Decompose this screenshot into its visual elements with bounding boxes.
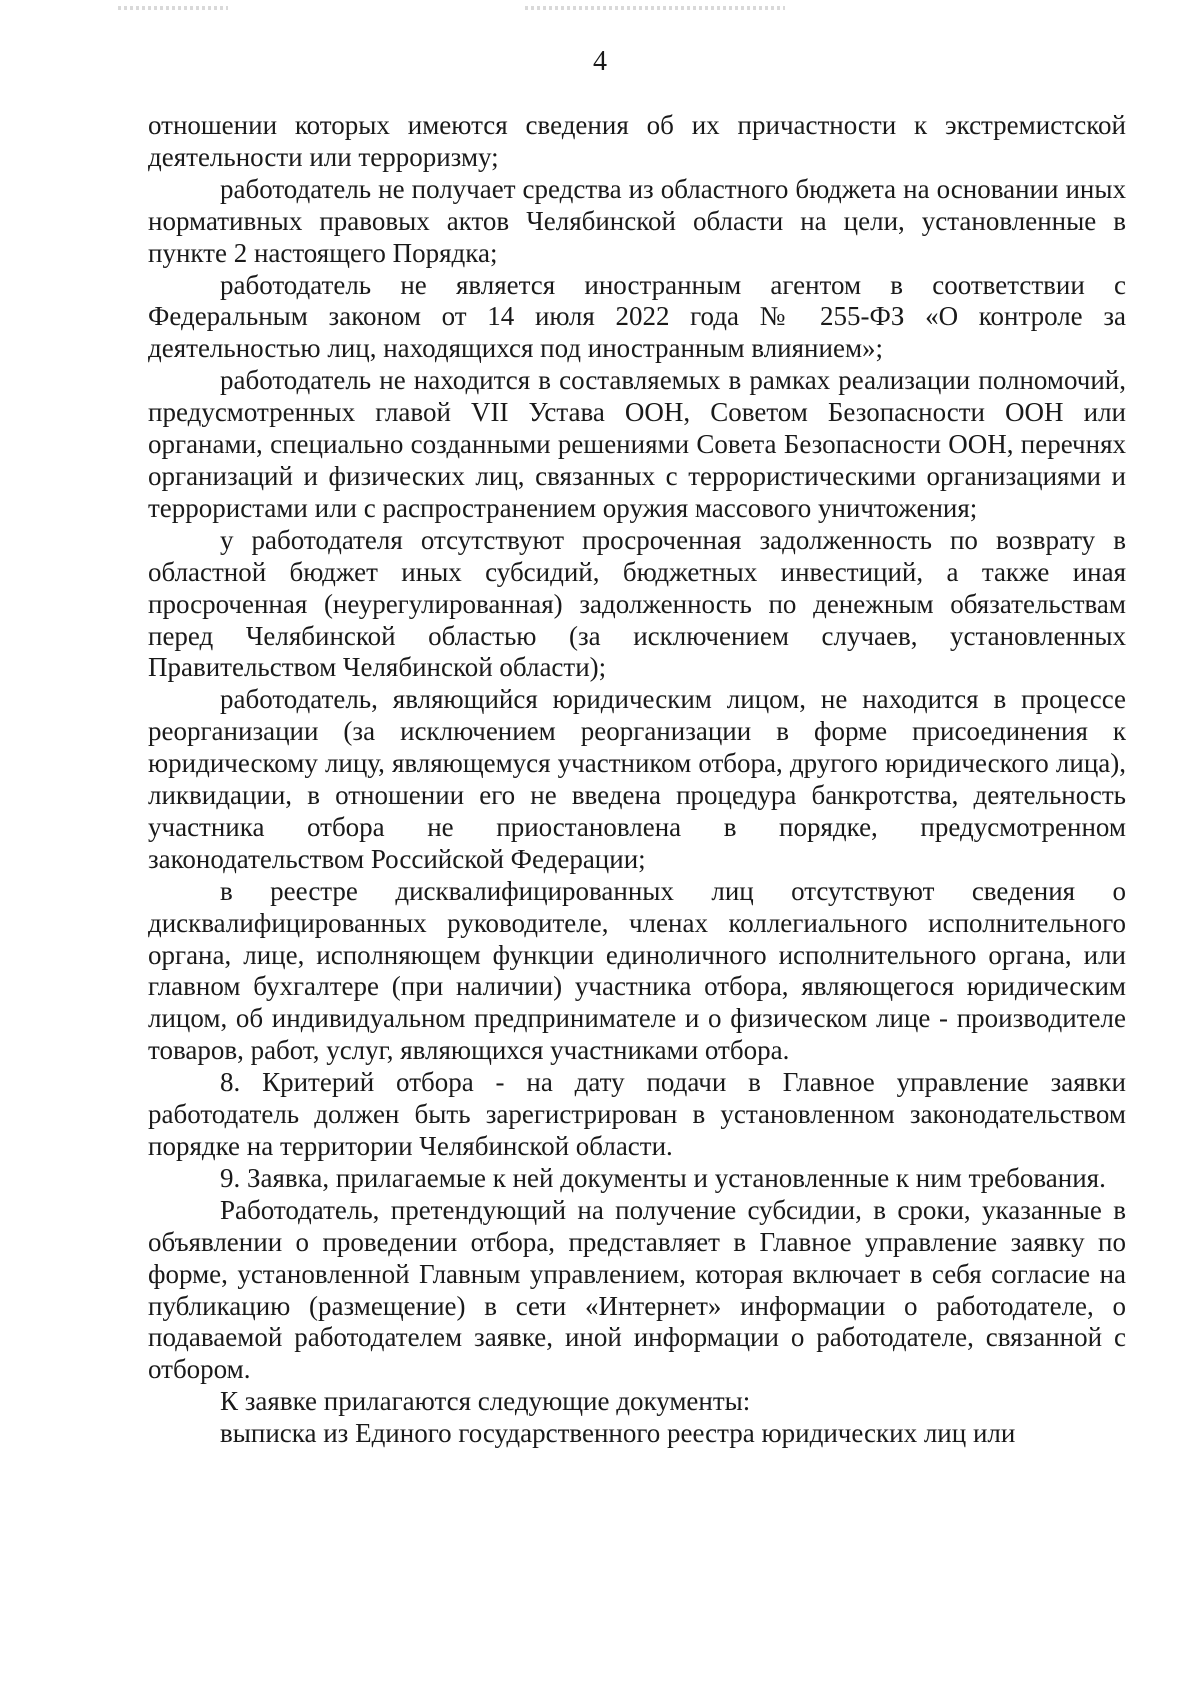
paragraph: работодатель, являющийся юридическим лицом, не находится в процессе реорганизации (за исключением реорганизации в форме присоединения к юридическому лицу, являющемуся участником отбора, другого юридического лица), ликвидации, в отношении его не введена процедура банкротства, деятельность участника отбора не приостановлена в порядке, предусмотренном законодательством Российской Федерации;	[148, 684, 1126, 874]
paragraph-clause-9: 9. Заявка, прилагаемые к ней документы и установленные к ним требования.	[220, 1162, 1106, 1193]
paragraph: работодатель не получает средства из областного бюджета на основании иных нормативных правовых актов Челябинской области на цели, установленные в пункте 2 настоящего Порядка;	[148, 173, 1126, 268]
paragraph: К заявке прилагаются следующие документы:	[220, 1386, 751, 1417]
paragraph: у работодателя отсутствуют просроченная задолженность по возврату в областной бюджет иных субсидий, бюджетных инвестиций, а также иная просроченная (неурегулированная) задолженность по денежным обязательствам перед Челябинской областью (за исключением случаев, установленных Правительством Челябинской области);	[148, 524, 1126, 683]
scan-artifact	[118, 6, 228, 10]
page-number: 4	[593, 46, 607, 77]
paragraph-continuation: отношении которых имеются сведения об их причастности к экстремистской деятельности или терроризму;	[148, 110, 1126, 172]
paragraph: работодатель не является иностранным агентом в соответствии с Федеральным законом от 14 июля 2022 года № 255-ФЗ «О контроле за деятельностью лиц, находящихся под иностранным влиянием»;	[148, 269, 1126, 364]
paragraph-clause-8: 8. Критерий отбора - на дату подачи в Главное управление заявки работодатель должен быть зарегистрирован в установленном законодательством порядке на территории Челябинской области.	[148, 1067, 1126, 1161]
paragraph: выписка из Единого государственного реестра юридических лиц или	[220, 1418, 1016, 1449]
document-text	[148, 110, 1126, 1450]
scan-artifact	[525, 6, 785, 10]
paragraph: в реестре дисквалифицированных лиц отсутствуют сведения о дисквалифицированных руководителе, членах коллегиального исполнительного органа, лице, исполняющем функции единоличного исполнительного органа, или главном бухгалтере (при наличии) участника отбора, являющегося юридическим лицом, об индивидуальном предпринимателе и о физическом лице - производителе товаров, работ, услуг, являющихся участниками отбора.	[148, 875, 1126, 1066]
paragraph: Работодатель, претендующий на получение субсидии, в сроки, указанные в объявлении о проведении отбора, представляет в Главное управление заявку по форме, установленной Главным управлением, которая включает в себя согласие на публикацию (размещение) в сети «Интернет» информации о работодателе, о подаваемой работодателем заявке, иной информации о работодателе, связанной с отбором.	[148, 1194, 1126, 1385]
paragraph: работодатель не находится в составляемых в рамках реализации полномочий, предусмотренных главой VII Устава ООН, Советом Безопасности ООН или органами, специально созданными решениями Совета Безопасности ООН, перечнях организаций и физических лиц, связанных с террористическими организациями и террористами или с распространением оружия массового уничтожения;	[148, 365, 1126, 523]
